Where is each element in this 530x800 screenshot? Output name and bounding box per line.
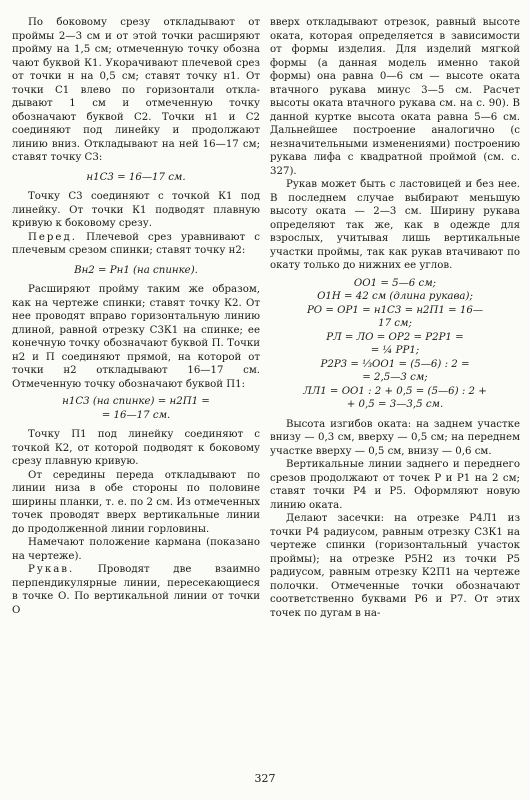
formula: н1С3 = 16—17 см.: [86, 171, 186, 183]
paragraph: Точку П1 под линейку соединяют с точкой К2, от которой подводят к боковому срезу плавную кривую.: [12, 429, 260, 467]
paragraph: вверх откладывают отрезок, равный высоте оката, которая определяется в зависимости от формы изделия. Для изделий мягкой формы (а данная модель именно такой формы) она равна 0—6 см — высоте оката втачного рукава минус 3—5 см. Расчет высоты оката втачного рукава см. на с. 90). В данной куртке высота оката равна 5—6 см. Дальнейшее построение аналогично (с незначительными изменениями) построению рукава лифа с квадратной проймой (см. с. 327).: [270, 17, 520, 177]
paragraph: Расширяют пройму таким же образом, как на чертеже спинки; ставят точку К2. От нее проводят вправо горизонтальную линию длиной, равной отрезку С3К1 на спинке; ее конечную точку обозначают буквой П. Точки н2 и П соединяют прямой, на которой от точки н2 откладывают 16—17 см. Отмеченную точку обозначают буквой П1:: [12, 284, 260, 390]
formula-line: = ¼ РР1;: [370, 345, 420, 356]
formula-line: 17 см;: [378, 318, 412, 329]
formula-line: + 0,5 = 3—3,5 см.: [346, 399, 444, 410]
formula-line: ЛЛ1 = ОО1 : 2 + 0,5 = (5—6) : 2 +: [303, 385, 487, 397]
formula-line: ОО1 = 5—6 см;: [353, 277, 437, 289]
formula-line: О1Н = 42 см (длина рукава);: [317, 291, 473, 302]
paragraph: Рукав может быть с ластовицей и без нее. В последнем случае выбирают меньшую высоту оката — 2—3 см. Ширину рукава определяют так же, как в одежде для взрослых, учитывая лишь вертикальные участки проймы, так как рукав втачивают по окату только до нижних ее углов.: [270, 179, 520, 271]
formula-line: = 2,5—3 см;: [362, 372, 428, 383]
formula-line: РО = ОР1 = н1С3 = н2П1 = 16—: [306, 304, 484, 316]
paragraph: [12, 231, 260, 258]
formula-line: Р2Р3 = ⅓ОО1 = (5—6) : 2 =: [320, 358, 470, 370]
paragraph: Высота изгибов оката: на заднем участке внизу — 0,3 см, вверху — 0,5 см; на переднем участке вверху — 0,5 см, внизу — 0,6 см.: [270, 418, 520, 457]
paragraph-text: Проводят две взаимно перпендикулярные линии, пересекающиеся в точке О. По вертикальной линии от точки О: [12, 564, 260, 616]
formula: Вн2 = Рн1 (на спинке).: [74, 264, 198, 276]
formula-block: [12, 395, 260, 422]
page-number: 327: [254, 772, 276, 785]
formula-block: [270, 277, 520, 412]
formula-line: н1С3 (на спинке) = н2П1 =: [62, 396, 210, 407]
section-lead-sleeve: Рукав.: [28, 564, 75, 575]
paragraph: Делают засечки: на отрезке Р4Л1 из точки Р4 радиусом, равным отрезку С3К1 на чертеже спинки (горизонтальный участок проймы); на отрезке Р5Н2 из точки Р5 радиусом, равным отрезку К2П1 на чертеже полочки. Отмеченные точки обозначают соответственно буквами Р6 и Р7. От этих точек по дугам в на-: [270, 513, 520, 619]
paragraph: [12, 563, 260, 617]
paragraph-text: Плечевой срез уравнивают с плечевым срезом спинки; ставят точку н2:: [12, 231, 260, 256]
paragraph: Вертикальные линии заднего и переднего срезов продолжают от точек Р и Р1 на 2 см; ставят точки Р4 и Р5. Оформляют новую линию оката.: [270, 459, 520, 511]
paragraph: Намечают положение кармана (показано на чертеже).: [12, 537, 260, 562]
section-lead-front: Перед.: [28, 231, 77, 243]
right-column: [270, 16, 520, 620]
paragraph: От середины переда откладывают по линии низа в обе стороны по половине ширины планки, т. е. по 2 см. Из отмеченных точек проводят вверх вертикальные линии до продолженной линии горловины.: [12, 469, 260, 535]
paragraph: Точку С3 соединяют с точкой К1 под линейку. От точки К1 подводят плавную кривую к боковому срезу.: [12, 191, 260, 229]
paragraph: По боковому срезу откладывают от проймы 2—3 см и от этой точки расширяют пройму на 1,5 см; отмеченную точку обозна чают буквой К1. Укорачивают плечевой срез от точки н на 0,5 см; ставят точку н1. От точки С1 влево по горизонтали откла-дывают 1 см и отмеченную точку обозначают буквой С2. Точки н1 и С2 соединяют под линейку и продолжают линию вниз. Откладывают на ней 16—17 см; ставят точку С3:: [12, 17, 260, 163]
left-column: [12, 16, 260, 617]
formula-line: РЛ = ЛО = ОР2 = Р2Р1 =: [326, 331, 464, 343]
formula-line: = 16—17 см.: [101, 409, 171, 421]
